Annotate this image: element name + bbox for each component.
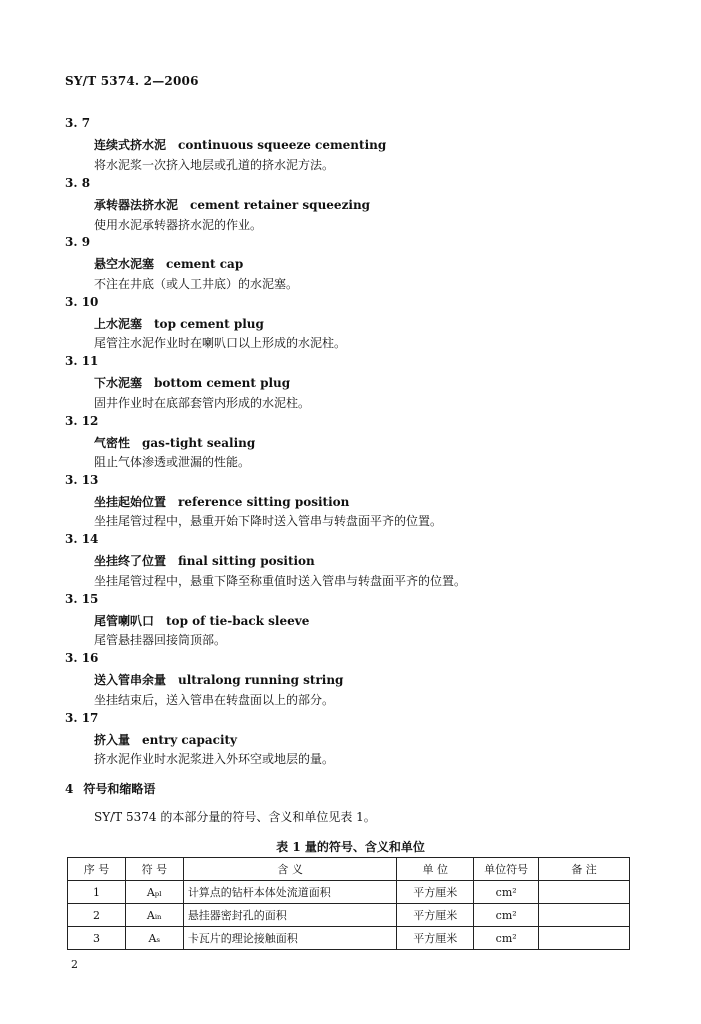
clause-number: 3. 12 bbox=[65, 414, 99, 428]
quantity-table bbox=[67, 857, 630, 950]
term-en: top cement plug bbox=[154, 317, 264, 331]
clause-term bbox=[94, 612, 309, 629]
section-heading bbox=[65, 780, 155, 797]
table-row bbox=[68, 881, 630, 904]
clause-number: 3. 7 bbox=[65, 116, 91, 130]
cell-remark bbox=[539, 881, 630, 904]
cell-symbol: Aₛ bbox=[125, 927, 183, 950]
doc-header-id: SY/T 5374. 2—2006 bbox=[65, 74, 199, 88]
term-zh: 坐挂终了位置 bbox=[94, 554, 167, 568]
clause-term bbox=[94, 315, 264, 332]
cell-no: 2 bbox=[68, 904, 126, 927]
clause-number: 3. 8 bbox=[65, 176, 91, 190]
cell-unit: 平方厘米 bbox=[397, 927, 474, 950]
clause-number: 3. 9 bbox=[65, 235, 91, 249]
table-caption: 表 1 量的符号、含义和单位 bbox=[276, 840, 425, 854]
clause-definition: 将水泥浆一次挤入地层或孔道的挤水泥方法。 bbox=[94, 158, 335, 172]
cell-remark bbox=[539, 904, 630, 927]
term-en: final sitting position bbox=[178, 554, 315, 568]
term-en: bottom cement plug bbox=[154, 376, 291, 390]
clause-definition: 不注在井底（或人工井底）的水泥塞。 bbox=[94, 277, 299, 291]
clause-definition: 坐挂尾管过程中，悬重下降至称重值时送入管串与转盘面平齐的位置。 bbox=[94, 574, 467, 588]
clause-definition: 尾管悬挂器回接筒顶部。 bbox=[94, 633, 227, 647]
clause-definition: 坐挂结束后，送入管串在转盘面以上的部分。 bbox=[94, 693, 335, 707]
term-en: continuous squeeze cementing bbox=[178, 138, 387, 152]
clause-term bbox=[94, 731, 237, 748]
table-row bbox=[68, 927, 630, 950]
cell-meaning: 卡瓦片的理论接触面积 bbox=[183, 927, 397, 950]
cell-unit-symbol: cm² bbox=[474, 927, 539, 950]
term-zh: 气密性 bbox=[94, 436, 131, 450]
clause-definition: 固井作业时在底部套管内形成的水泥柱。 bbox=[94, 396, 311, 410]
term-en: ultralong running string bbox=[178, 673, 344, 687]
clause-number: 3. 13 bbox=[65, 473, 99, 487]
cell-symbol: Aᵢₙ bbox=[125, 904, 183, 927]
clause-term bbox=[94, 552, 315, 569]
clause-term bbox=[94, 196, 370, 213]
clause-number: 3. 15 bbox=[65, 592, 99, 606]
clause-number: 3. 16 bbox=[65, 651, 99, 665]
section-title: 符号和缩略语 bbox=[83, 782, 156, 796]
cell-no: 1 bbox=[68, 881, 126, 904]
term-zh: 连续式挤水泥 bbox=[94, 138, 167, 152]
term-en: reference sitting position bbox=[178, 495, 350, 509]
table-row bbox=[68, 904, 630, 927]
clause-number: 3. 11 bbox=[65, 354, 99, 368]
clause-number: 3. 10 bbox=[65, 295, 99, 309]
cell-meaning: 计算点的钻杆本体处流道面积 bbox=[183, 881, 397, 904]
cell-unit-symbol: cm² bbox=[474, 904, 539, 927]
cell-no: 3 bbox=[68, 927, 126, 950]
term-en: gas-tight sealing bbox=[142, 436, 256, 450]
body-paragraph: SY/T 5374 的本部分量的符号、含义和单位见表 1。 bbox=[94, 810, 376, 824]
term-en: cement retainer squeezing bbox=[190, 198, 371, 212]
cell-symbol: Aₚₗ bbox=[125, 881, 183, 904]
cell-remark bbox=[539, 927, 630, 950]
header-cell: 含 义 bbox=[183, 858, 397, 881]
clause-term bbox=[94, 255, 243, 272]
cell-unit: 平方厘米 bbox=[397, 904, 474, 927]
term-zh: 挤入量 bbox=[94, 733, 131, 747]
page-number: 2 bbox=[71, 958, 78, 971]
clause-number: 3. 14 bbox=[65, 532, 99, 546]
term-en: cement cap bbox=[166, 257, 244, 271]
cell-unit-symbol: cm² bbox=[474, 881, 539, 904]
term-zh: 悬空水泥塞 bbox=[94, 257, 155, 271]
header-cell: 符 号 bbox=[125, 858, 183, 881]
clause-term bbox=[94, 493, 349, 510]
term-zh: 下水泥塞 bbox=[94, 376, 143, 390]
clause-definition: 阻止气体渗透或泄漏的性能。 bbox=[94, 455, 251, 469]
cell-meaning: 悬挂器密封孔的面积 bbox=[183, 904, 397, 927]
header-cell: 单 位 bbox=[397, 858, 474, 881]
header-cell: 序 号 bbox=[68, 858, 126, 881]
term-en: entry capacity bbox=[142, 733, 238, 747]
clause-definition: 尾管注水泥作业时在喇叭口以上形成的水泥柱。 bbox=[94, 336, 347, 350]
clause-definition: 挤水泥作业时水泥浆进入外环空或地层的量。 bbox=[94, 752, 335, 766]
clause-term bbox=[94, 374, 290, 391]
term-zh: 坐挂起始位置 bbox=[94, 495, 167, 509]
clause-term bbox=[94, 671, 343, 688]
term-zh: 上水泥塞 bbox=[94, 317, 143, 331]
header-cell: 单位符号 bbox=[474, 858, 539, 881]
clause-definition: 使用水泥承转器挤水泥的作业。 bbox=[94, 218, 263, 232]
header-cell: 备 注 bbox=[539, 858, 630, 881]
clause-term bbox=[94, 136, 386, 153]
section-number: 4 bbox=[65, 782, 74, 796]
term-zh: 送入管串余量 bbox=[94, 673, 167, 687]
term-en: top of tie-back sleeve bbox=[166, 614, 310, 628]
cell-unit: 平方厘米 bbox=[397, 881, 474, 904]
table-header-row bbox=[68, 858, 630, 881]
clause-number: 3. 17 bbox=[65, 711, 99, 725]
clause-term bbox=[94, 434, 255, 451]
term-zh: 尾管喇叭口 bbox=[94, 614, 155, 628]
term-zh: 承转器法挤水泥 bbox=[94, 198, 179, 212]
clause-definition: 坐挂尾管过程中，悬重开始下降时送入管串与转盘面平齐的位置。 bbox=[94, 514, 443, 528]
